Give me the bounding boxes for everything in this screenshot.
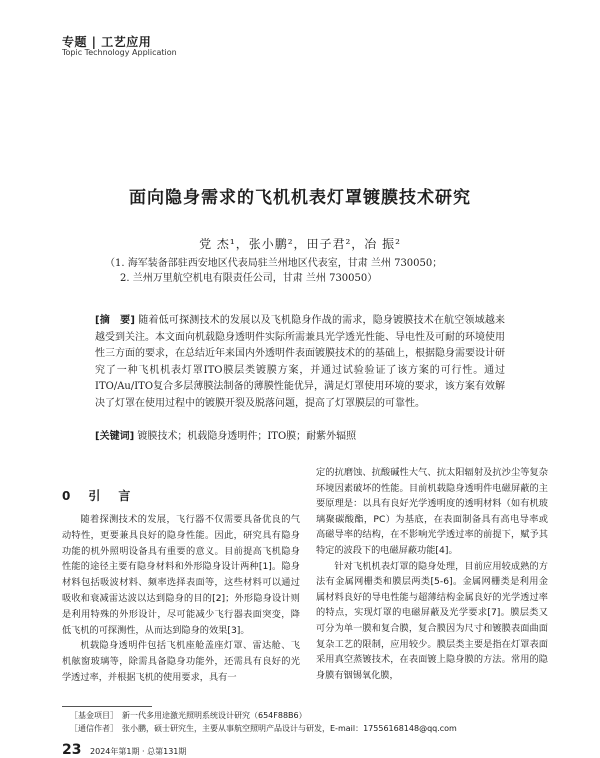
affiliation-1: （1. 海军装备部驻西安地区代表局驻兰州地区代表室，甘肃 兰州 730050； xyxy=(105,258,443,269)
authors: 党 杰¹，张小鹏²，田子君²，冶 振² xyxy=(199,237,401,251)
footnote-funding: ［基金项目］ 新一代多用途激光照明系统设计研究（654F88B6） xyxy=(70,711,307,720)
paper-title: 面向隐身需求的飞机机表灯罩镀膜技术研究 xyxy=(129,188,471,208)
abstract-text: 随着低可探测技术的发展以及飞机隐身作战的需求，隐身镀膜技术在航空领域越来越受到关注。本文面向机载隐身透明件实际所需兼具光学透光性能、导电性及可耐的环境使用性三方面的要求，在总结近年来国内外透明件表面镀膜技术的的基础上，根据隐身需要设计研究了一种飞机机表灯罩ITO膜层类镀膜方案，并通过试验验证了该方案的可行性。通过ITO/Au/ITO复合多层薄膜法制备的薄膜性能优异，满足灯罩使用环境的要求，该方案有效解决了灯罩在使用过程中的镀膜开裂及脱落问题，提高了灯罩膜层的可靠性。 xyxy=(95,315,506,409)
body-paragraph: 随着探测技术的发展，飞行器不仅需要具备优良的气动特性，更要兼具良好的隐身性能。因此，研究具有隐身功能的机外照明设备具有重要的意义。目前提高飞机隐身性能的途径主要有隐身材料和外形隐身设计两种[1]。隐身材料包括吸波材料、频率选择表面等，这些材料可以通过吸收和衰减雷达波以达到隐身的目的[2]；外形隐身设计则是利用特殊的外形设计，尽可能减少飞行器表面突变，降低飞机的可探测性，从而达到隐身的效果[3]。 xyxy=(62,514,300,636)
keywords-label: [关键词] xyxy=(95,431,135,442)
body-paragraph: 定的抗磨蚀、抗酸碱性大气、抗太阳辐射及抗沙尘等复杂环境因素破坏的性能。目前机载隐身透明件电磁屏蔽的主要原理是：以具有良好光学透明度的透明材料（如有机玻璃聚碳酸酯，PC）为基底，在表面制备具有高电导率或高磁导率的结构，在不影响光学透过率的前提下，赋予其特定的波段下的电磁屏蔽功能[4]。 xyxy=(316,467,548,556)
page-number: 23 xyxy=(62,742,82,758)
footnote-rule xyxy=(62,706,152,707)
footnotes xyxy=(70,709,550,735)
body-paragraph: 机载隐身透明件包括飞机座舱盖座灯罩、雷达舱、飞机舷窗玻璃等，除需具备隐身功能外，还需具有良好的光学透过率，并根据飞机的使用要求，具有一 xyxy=(62,640,300,683)
body-paragraph: 针对飞机机表灯罩的隐身处理，目前应用较成熟的方法有金属网栅类和膜层两类[5-6]。金属网栅类是利用金属材料良好的导电性能与超薄结构金属良好的光学透过率的特点，实现灯罩的电磁屏蔽及光学要求[7]。膜层类又可分为单一膜和复合膜，复合膜因为尺寸和镀膜表面曲面复杂工艺的限制，应用较少。膜层类主要是指在灯罩表面采用真空蒸镀技术，在表面镀上隐身膜的方法。常用的隐身膜有铟锡氧化膜， xyxy=(316,560,548,681)
keywords xyxy=(95,427,505,442)
abstract xyxy=(95,313,505,412)
left-column xyxy=(62,487,300,686)
topic-header: 专题 | 工艺应用 xyxy=(62,35,152,49)
footnote-author: ［通信作者］ 张小鹏，硕士研究生，主要从事航空照明产品设计与研发，E-mail：17556168148@qq.com xyxy=(70,724,457,733)
right-column xyxy=(316,465,548,683)
journal-issue: 2024年第1期 · 总第131期 xyxy=(90,747,187,756)
section-heading: 0 引 言 xyxy=(62,489,134,503)
keywords-text: 镀膜技术；机载隐身透明件；ITO膜；耐紫外辐照 xyxy=(137,431,357,442)
topic-header-en: Topic Technology Application xyxy=(62,48,177,57)
abstract-label: [摘 要] xyxy=(95,315,135,326)
affiliation-2: 2. 兰州万里航空机电有限责任公司，甘肃 兰州 730050） xyxy=(120,273,378,284)
page-footer xyxy=(62,742,186,758)
